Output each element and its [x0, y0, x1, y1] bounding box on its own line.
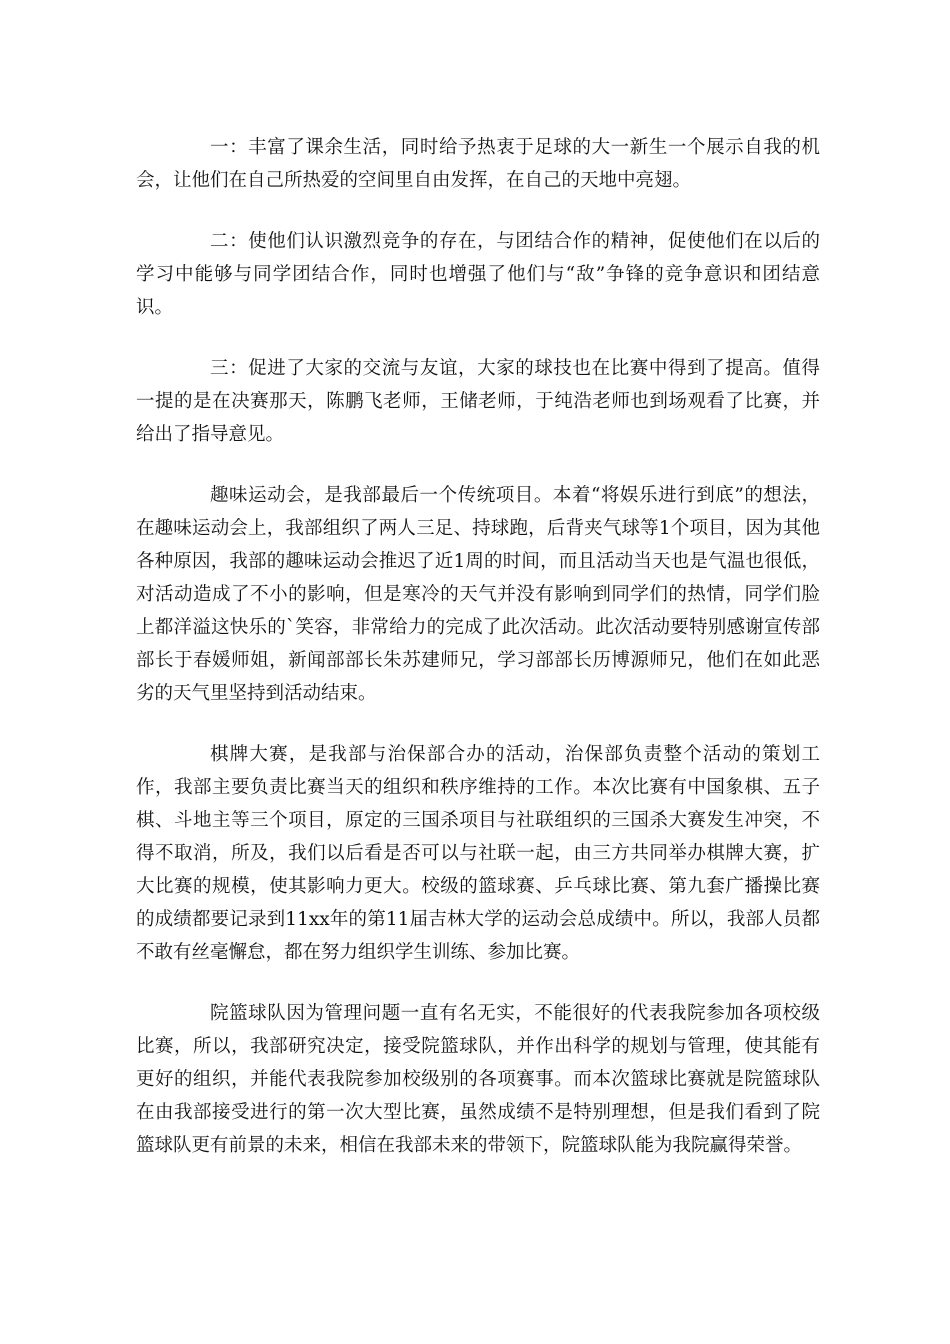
paragraph-2: 二：使他们认识激烈竞争的存在，与团结合作的精神，促使他们在以后的学习中能够与同学团结合作，同时也增强了他们与“敌”争锋的竞争意识和团结意识。: [136, 231, 820, 318]
paragraph-4: 趣味运动会，是我部最后一个传统项目。本着“将娱乐进行到底”的想法，在趣味运动会上，我部组织了两人三足、持球跑，后背夹气球等1个项目，因为其他各种原因，我部的趣味运动会推迟了近1周的时间，而且活动当天也是气温也很低，对活动造成了不小的影响，但是寒冷的天气并没有影响到同学们的热情，同学们脸上都洋溢这快乐的`笑容，非常给力的完成了此次活动。此次活动要特别感谢宣传部部长于春媛师姐，新闻部部长朱苏建师兄，学习部部长历博源师兄，他们在如此恶劣的天气里坚持到活动结束。: [136, 485, 820, 704]
paragraph-5: 棋牌大赛，是我部与治保部合办的活动，治保部负责整个活动的策划工作，我部主要负责比赛当天的组织和秩序维持的工作。本次比赛有中国象棋、五子棋、斗地主等三个项目，原定的三国杀项目与社联组织的三国杀大赛发生冲突，不得不取消，所及，我们以后看是否可以与社联一起，由三方共同举办棋牌大赛，扩大比赛的规模，使其影响力更大。校级的篮球赛、乒乓球比赛、第九套广播操比赛的成绩都要记录到11xx年的第11届吉林大学的运动会总成绩中。所以，我部人员都不敢有丝毫懈怠，都在努力组织学生训练、参加比赛。: [136, 744, 820, 963]
paragraph-6: 院篮球队因为管理问题一直有名无实，不能很好的代表我院参加各项校级比赛，所以，我部研究决定，接受院篮球队，并作出科学的规划与管理，使其能有更好的组织，并能代表我院参加校级别的各项赛事。而本次篮球比赛就是院篮球队在由我部接受进行的第一次大型比赛，虽然成绩不是特别理想，但是我们看到了院篮球队更有前景的未来，相信在我部未来的带领下，院篮球队能为我院赢得荣誉。: [136, 1003, 820, 1156]
paragraph-3: 三：促进了大家的交流与友谊，大家的球技也在比赛中得到了提高。值得一提的是在决赛那天，陈鹏飞老师，王储老师，于纯浩老师也到场观看了比赛，并给出了指导意见。: [136, 358, 820, 445]
document-body: [136, 131, 820, 1190]
paragraph-1: 一：丰富了课余生活，同时给予热衷于足球的大一新生一个展示自我的机会，让他们在自己所热爱的空间里自由发挥，在自己的天地中亮翅。: [136, 137, 820, 191]
